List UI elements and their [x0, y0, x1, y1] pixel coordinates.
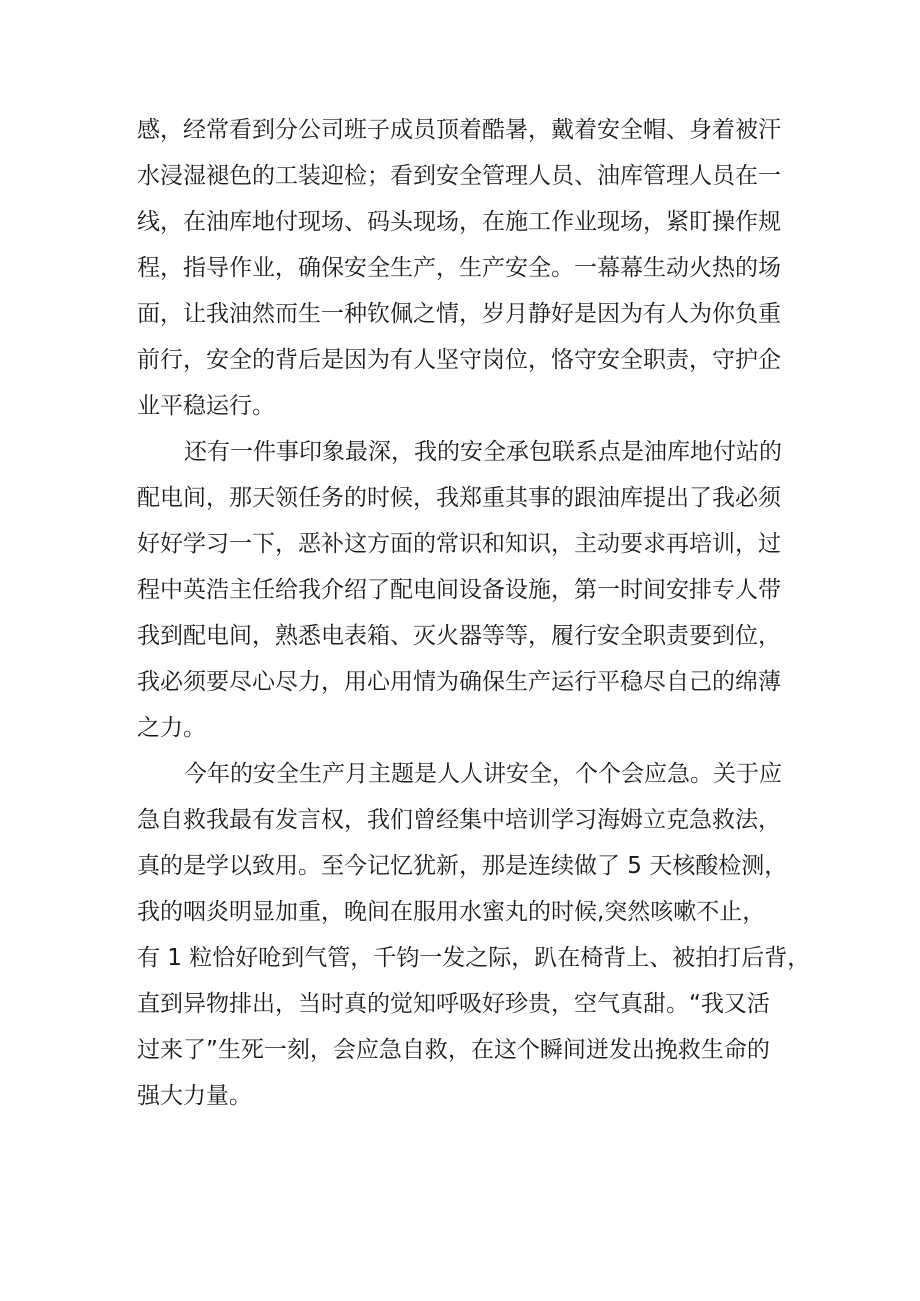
text-line: 有 1 粒恰好呛到气管，千钧一发之际，趴在椅背上、被拍打后背，: [137, 945, 811, 971]
text-line: 我的咽炎明显加重，晚间在服用水蜜丸的时候,突然咳嗽不止，: [137, 899, 766, 925]
text-line: 今年的安全生产月主题是人人讲安全，个个会应急。关于应: [184, 761, 782, 787]
text-line: 强大力量。: [137, 1083, 252, 1109]
text-line: 业平稳运行。: [137, 393, 275, 419]
text-line: 程中英浩主任给我介绍了配电间设备设施，第一时间安排专人带: [137, 577, 781, 603]
paragraph-1: [137, 107, 797, 429]
text-line: 好好学习一下，恶补这方面的常识和知识，主动要求再培训，过: [137, 531, 781, 557]
text-line: 真的是学以致用。至今记忆犹新，那是连续做了 5 天核酸检测，: [137, 853, 788, 879]
text-line: 之力。: [137, 715, 206, 741]
text-line: 线，在油库地付现场、码头现场，在施工作业现场，紧盯操作规: [137, 209, 781, 235]
document-body: [137, 107, 811, 1119]
paragraph-2: [137, 429, 797, 751]
text-line: 程，指导作业，确保安全生产，生产安全。一幕幕生动火热的场: [137, 255, 781, 281]
text-line: 配电间，那天领任务的时候，我郑重其事的跟油库提出了我必须: [137, 485, 781, 511]
text-line: 我到配电间，熟悉电表箱、灭火器等等，履行安全职责要到位，: [137, 623, 781, 649]
text-line: 直到异物排出，当时真的觉知呼吸好珍贵，空气真甜。“我又活: [137, 991, 770, 1017]
text-line: 急自救我最有发言权，我们曾经集中培训学习海姆立克急救法，: [137, 807, 781, 833]
text-line: 还有一件事印象最深，我的安全承包联系点是油库地付站的: [184, 439, 782, 465]
text-line: 感，经常看到分公司班子成员顶着酷暑，戴着安全帽、身着被汗: [137, 117, 781, 143]
text-line: 水浸湿褪色的工装迎检；看到安全管理人员、油库管理人员在一: [137, 163, 781, 189]
text-line: 过来了”生死一刻，会应急自救，在这个瞬间迸发出挽救生命的: [137, 1037, 770, 1063]
text-line: 面，让我油然而生一种钦佩之情，岁月静好是因为有人为你负重: [137, 301, 781, 327]
text-line: 我必须要尽心尽力，用心用情为确保生产运行平稳尽自己的绵薄: [137, 669, 781, 695]
text-line: 前行，安全的背后是因为有人坚守岗位，恪守安全职责，守护企: [137, 347, 781, 373]
paragraph-3: [137, 751, 811, 1119]
